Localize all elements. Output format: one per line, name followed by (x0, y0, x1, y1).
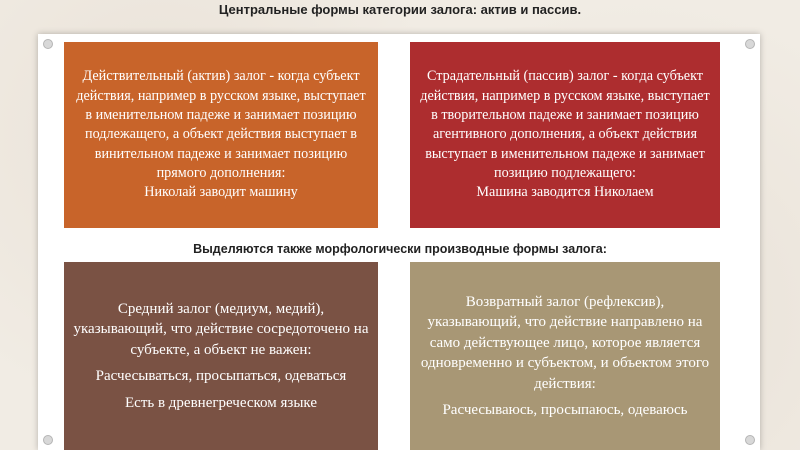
pin-icon (745, 435, 755, 445)
passive-voice-definition: Страдательный (пассив) залог - когда субъект действия, например в русском языке, выступает в творительном падеже и занимает позицию агентивного дополнения, а объект действия выступает в именительном падеже и занимает позицию подлежащего: (420, 68, 710, 181)
passive-voice-box (410, 42, 720, 228)
middle-voice-definition: Средний залог (медиум, медий), указывающий, что действие сосредоточено на субъекте, а объект не важен: (73, 300, 369, 358)
active-voice-example: Николай заводит машину (144, 184, 298, 201)
pin-icon (43, 39, 53, 49)
middle-voice-box (64, 262, 378, 450)
active-voice-box (64, 42, 378, 228)
reflexive-voice-example: Расчесываюсь, просыпаюсь, одеваюсь (442, 402, 688, 418)
reflexive-voice-box (410, 262, 720, 450)
passive-voice-example: Машина заводится Николаем (476, 184, 654, 201)
active-voice-definition: Действительный (актив) залог - когда субъект действия, например в русском языке, выступает в именительном падеже и занимает позицию подлежащего, а объект действия выступает в винительном падеже и занимает позицию прямого дополнения: (76, 68, 366, 181)
reflexive-voice-definition: Возвратный залог (рефлексив), указывающий, что действие направлено на само действующее лицо, которое является одновременно и субъектом, и объектом этого действия: (420, 293, 710, 392)
pin-icon (43, 435, 53, 445)
middle-voice-note: Есть в древнегреческом языке (125, 394, 317, 411)
middle-voice-example: Расчесываться, просыпаться, одеваться (95, 368, 347, 385)
slide-subtitle: Выделяются также морфологически производные формы залога: (193, 242, 607, 256)
pin-icon (745, 39, 755, 49)
slide-title: Центральные формы категории залога: актив и пассив. (218, 2, 582, 17)
